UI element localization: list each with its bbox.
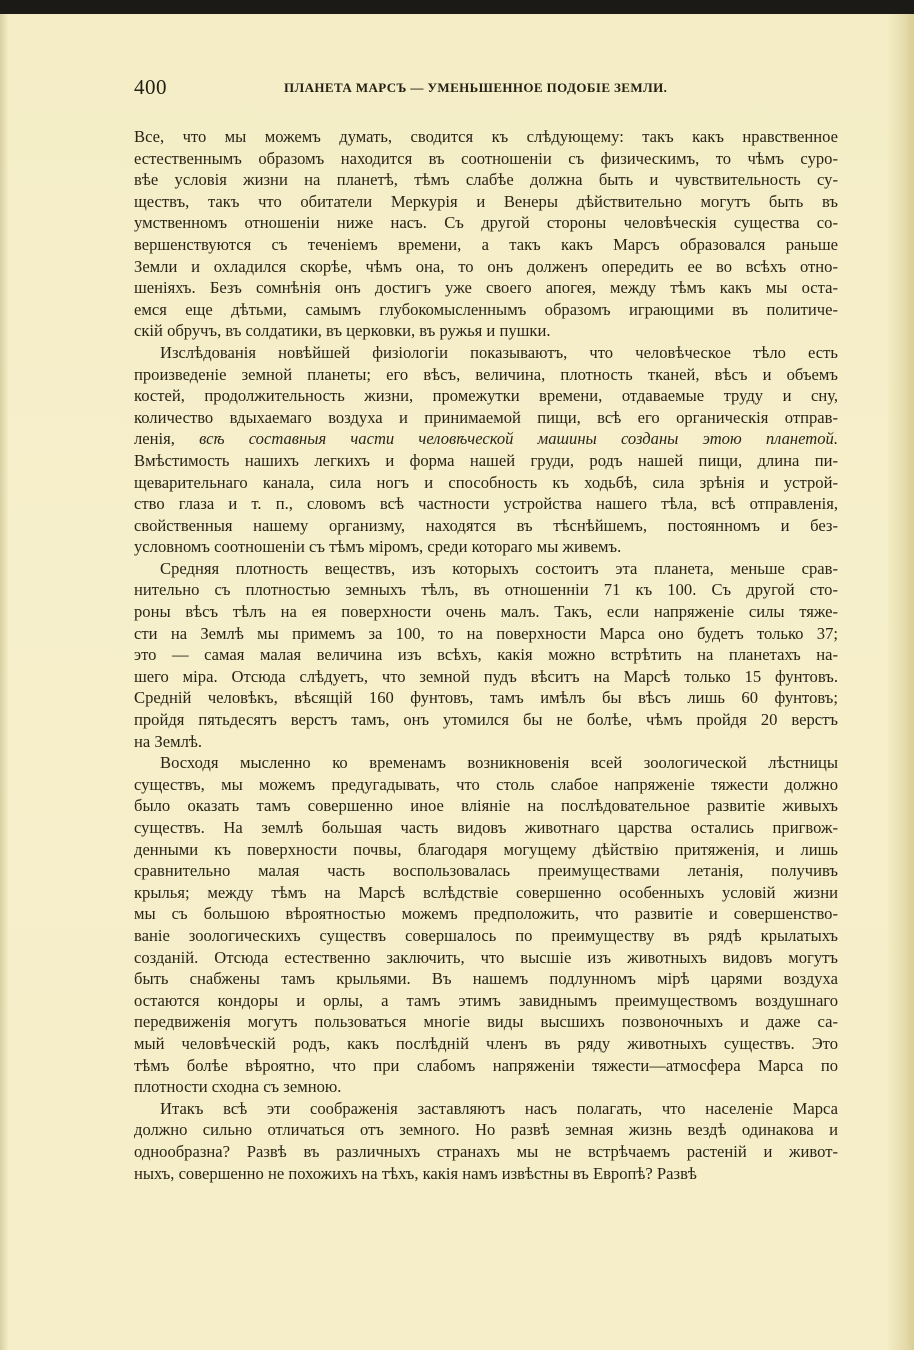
paragraph: [134, 126, 838, 342]
text-line: остаются кондоры и орлы, а тамъ этимъ завиднымъ преимуществомъ воздушнаго: [134, 990, 838, 1010]
scan-top-border: [0, 0, 914, 14]
text-line: однообразна? Развѣ въ различныхъ странахъ мы не встрѣчаемъ растеній и живот-: [134, 1141, 838, 1161]
paragraph: [134, 752, 838, 1098]
text-line: передвиженія могутъ пользоваться многіе виды высшихъ позвоночныхъ и даже са-: [134, 1012, 838, 1032]
text-line: нительно съ плотностью земныхъ тѣлъ, въ отношенніи 71 къ 100. Съ другой сто-: [134, 580, 838, 600]
text-line: условномъ соотношеніи съ тѣмъ міромъ, среди котораго мы живемъ.: [134, 537, 622, 557]
text-line: созданій. Отсюда естественно заключить, что высшіе изъ животныхъ видовъ могутъ: [134, 947, 838, 967]
text-line: Средняя плотность веществъ, изъ которыхъ состоитъ эта планета, меньше срав-: [160, 558, 838, 578]
text-line: свойственныя нашему организму, находятся въ тѣснѣйшемъ, постоянномъ и без-: [134, 515, 838, 535]
text-line: ство глаза и т. п., словомъ всѣ частности устройства нашего тѣла, всѣ отправленія,: [134, 494, 838, 514]
text-line: [134, 428, 838, 450]
text-line: быть снабжены тамъ крыльями. Въ нашемъ подлунномъ мірѣ царями воздуха: [134, 969, 838, 989]
text-line: было оказать тамъ совершенно иное вліяніе на послѣдовательное развитіе живыхъ: [134, 796, 838, 816]
text-line: Земли и охладился скорѣе, чѣмъ она, то онъ долженъ опередить ее во всѣхъ отно-: [134, 256, 838, 276]
text-line: емся еще дѣтьми, самымъ глубокомысленнымъ образомъ играющими въ политиче-: [134, 299, 838, 319]
text-line: мый человѣческій родъ, какъ послѣдній членъ въ ряду животныхъ существъ. Это: [134, 1033, 838, 1053]
paragraph: [134, 558, 838, 752]
text-line: шего міра. Отсюда слѣдуетъ, что земной пудъ вѣситъ на Марсѣ только 15 фунтовъ.: [134, 666, 838, 686]
text-line: роны вѣсъ тѣлъ на ея поверхности очень малъ. Такъ, если напряженіе силы тяже-: [134, 602, 838, 622]
text-line: ныхъ, совершенно не похожихъ на тѣхъ, какія намъ извѣстны въ Европѣ? Развѣ: [134, 1163, 697, 1183]
text-line: количество вдыхаемаго воздуха и принимаемой пищи, всѣ его органическія отправ-: [134, 407, 838, 427]
page-header: [134, 76, 846, 100]
text-line: существъ. На землѣ большая часть видовъ животнаго царства остались пригвож-: [134, 818, 838, 837]
text-line: вершенствуются съ теченіемъ времени, а такъ какъ Марсъ образовался раньше: [134, 234, 838, 254]
paragraph: [134, 1098, 838, 1184]
paragraph: [134, 342, 838, 558]
text-line: вѣе условія жизни на планетѣ, тѣмъ слабѣе должна быть и чувствительность су-: [134, 170, 838, 190]
text-line: умственномъ отношеніи ниже насъ. Съ другой стороны человѣческія существа со-: [134, 213, 838, 233]
text-line: Вмѣстимость нашихъ легкихъ и форма нашей груди, родъ нашей пищи, длина пи-: [134, 450, 838, 470]
text-line: ществъ, такъ что обитатели Меркурія и Венеры дѣйствительно могутъ быть въ: [134, 191, 838, 211]
text-line: существъ, мы можемъ предугадывать, что столь слабое напряженіе тяжести должно: [134, 774, 838, 794]
text-line: сравнительно малая часть воспользовалась преимуществами летанія, получивъ: [134, 861, 838, 881]
text-segment: ленія,: [134, 429, 200, 449]
text-line: скій обручъ, въ солдатики, въ церковки, въ ружья и пушки.: [134, 321, 551, 341]
text-line: на Землѣ.: [134, 731, 203, 751]
text-line: естественнымъ образомъ находится въ соотношеніи съ физическимъ, то чѣмъ суро-: [134, 148, 838, 168]
text-line: произведеніе земной планеты; его вѣсъ, величина, плотность тканей, вѣсъ и объемъ: [134, 364, 838, 384]
text-line: ваніе зоологическихъ существъ совершалось по преимуществу въ рядѣ крылатыхъ: [134, 925, 838, 945]
text-line: Изслѣдованія новѣйшей физіологіи показываютъ, что человѣческое тѣло есть: [160, 342, 838, 362]
text-line: тѣмъ болѣе вѣроятно, что при слабомъ напряженіи тяжести—атмосфера Марса по: [134, 1055, 838, 1075]
running-title: ПЛАНЕТА МАРСЪ — УМЕНЬШЕННОЕ ПОДОБІЕ ЗЕМЛИ.: [284, 80, 668, 95]
text-line: шеніяхъ. Безъ сомнѣнія онъ достигъ уже своего апогея, между тѣмъ какъ мы оста-: [134, 278, 838, 298]
page-number: 400: [134, 75, 167, 99]
text-line: Все, что мы можемъ думать, сводится къ слѣдующему: такъ какъ нравственное: [134, 127, 838, 146]
text-line: Средній человѣкъ, вѣсящій 160 фунтовъ, тамъ имѣлъ бы вѣсъ лишь 60 фунтовъ;: [134, 688, 838, 708]
text-line: щеварительнаго канала, сила ногъ и способность къ ходьбѣ, сила зрѣнія и устрой-: [134, 472, 838, 492]
text-line: сти на Землѣ мы примемъ за 100, то на поверхности Марса оно будетъ только 37;: [134, 623, 838, 643]
text-line: Итакъ всѣ эти соображенія заставляютъ насъ полагать, что населеніе Марса: [160, 1098, 838, 1118]
text-line: это — самая малая величина изъ всѣхъ, какія можно встрѣтить на планетахъ на-: [134, 645, 838, 665]
text-line: пройдя пятьдесятъ верстъ тамъ, онъ утомился бы не болѣе, чѣмъ пройдя 20 верстъ: [134, 710, 838, 730]
text-line: костей, продолжительность жизни, промежутки времени, отдаваемые труду и сну,: [134, 386, 838, 406]
text-line: должно сильно отличаться отъ земного. Но развѣ земная жизнь вездѣ одинакова и: [134, 1120, 838, 1140]
body-text: [134, 126, 838, 1184]
text-line: плотности сходна съ земною.: [134, 1077, 342, 1097]
italic-emphasis: всѣ составныя части человѣческой машины созданы этою планетой.: [199, 429, 838, 449]
text-line: денными къ поверхности почвы, благодаря могущему дѣйствію притяженія, и лишь: [134, 839, 838, 859]
page-right-edge: [888, 14, 914, 1350]
text-line: Восходя мысленно ко временамъ возникновенія всей зоологической лѣстницы: [160, 753, 838, 773]
page-left-edge: [0, 14, 8, 1350]
text-line: мы съ большою вѣроятностью можемъ предположить, что развитіе и совершенство-: [134, 904, 838, 924]
text-line: крылья; между тѣмъ на Марсѣ вслѣдствіе совершенно особенныхъ условій жизни: [134, 882, 838, 902]
